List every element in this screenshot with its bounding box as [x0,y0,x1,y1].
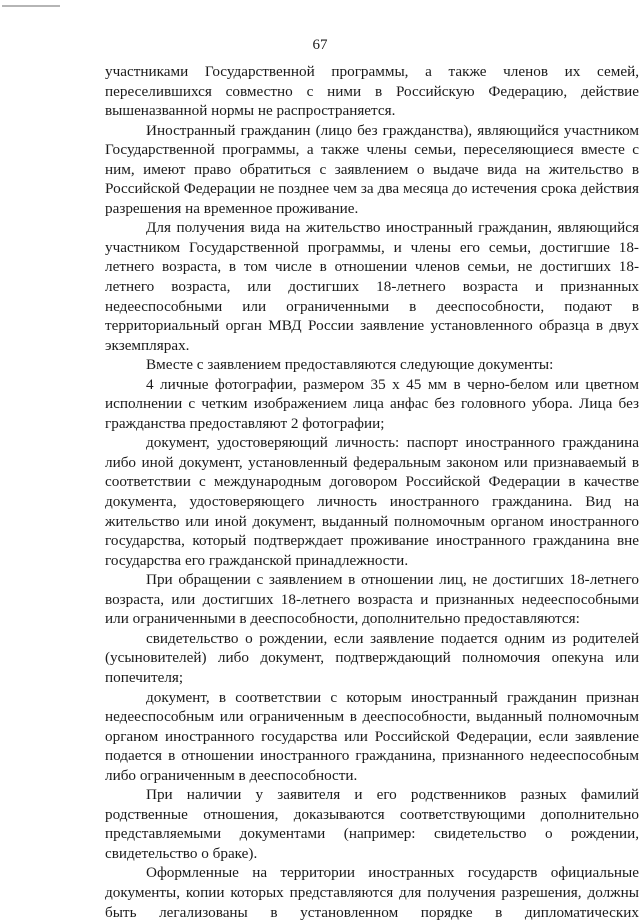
paragraph: Для получения вида на жительство иностранный гражданин, являющийся участником Государственной программы, и члены его семьи, достигшие 18-летнего возраста, в том числе в отношении членов семьи, не достигших 18-летнего возраста, или достигших 18-летнего возраста и признанных недееспособными или ограниченными в дееспособности, подают в территориальный орган МВД России заявление установленного образца в двух экземплярах. [105,219,639,354]
paragraph: При обращении с заявлением в отношении лиц, не достигших 18-летнего возраста, или достигших 18-летнего возраста и признанных недееспособными или ограниченными в дееспособности, дополнительно предоставляются: [105,571,639,628]
paragraph: документ, в соответствии с которым иностранный гражданин признан недееспособным или ограниченным в дееспособности, выданный полномочным органом иностранного государства или Российской Федерации, если заявление подается в отношении иностранного гражданина, признанного недееспособным либо ограниченным в дееспособности. [105,688,639,784]
page-number: 67 [312,37,328,53]
paragraph-continued: участниками Государственной программы, а также членов их семей, переселившихся совместно с ними в Российскую Федерацию, действие вышеназванной нормы не распространяется. [105,63,639,120]
paragraph: Вместе с заявлением предоставляются следующие документы: [146,356,554,374]
paragraph: Иностранный гражданин (лицо без гражданства), являющийся участником Государственной программы, а также члены семьи, переселяющиеся вместе с ним, имеют право обратиться с заявлением о выдаче вида на жительство в Российской Федерации не позднее чем за два месяца до истечения срока действия разрешения на временное проживание. [105,121,639,217]
scan-edge-mark [2,5,60,7]
paragraph: При наличии у заявителя и его родственников разных фамилий родственные отношения, доказываются соответствующими дополнительно представляемыми документами (например: свидетельство о рождении, свидетельство о браке). [105,786,639,862]
paragraph: свидетельство о рождении, если заявление подается одним из родителей (усыновителей) либо документ, подтверждающий полномочия опекуна или попечителя; [105,629,639,686]
document-body [105,62,639,922]
paragraph: 4 личные фотографии, размером 35 х 45 мм в черно-белом или цветном исполнении с четким изображением лица анфас без головного убора. Лица без гражданства предоставляют 2 фотографии; [105,375,639,432]
paragraph: документ, удостоверяющий личность: паспорт иностранного гражданина либо иной документ, установленный федеральным законом или признаваемый в соответствии с международным договором Российской Федерации в качестве документа, удостоверяющего личность иностранного гражданина. Вид на жительство или иной документ, выданный полномочным органом иностранного государства, который подтверждает проживание иностранного гражданина вне государства его гражданской принадлежности. [105,434,639,569]
paragraph-truncated: Оформленные на территории иностранных государств официальные документы, копии которых представляются для получения разрешения, должны быть легализованы в установленном порядке в дипломатических [105,864,639,921]
